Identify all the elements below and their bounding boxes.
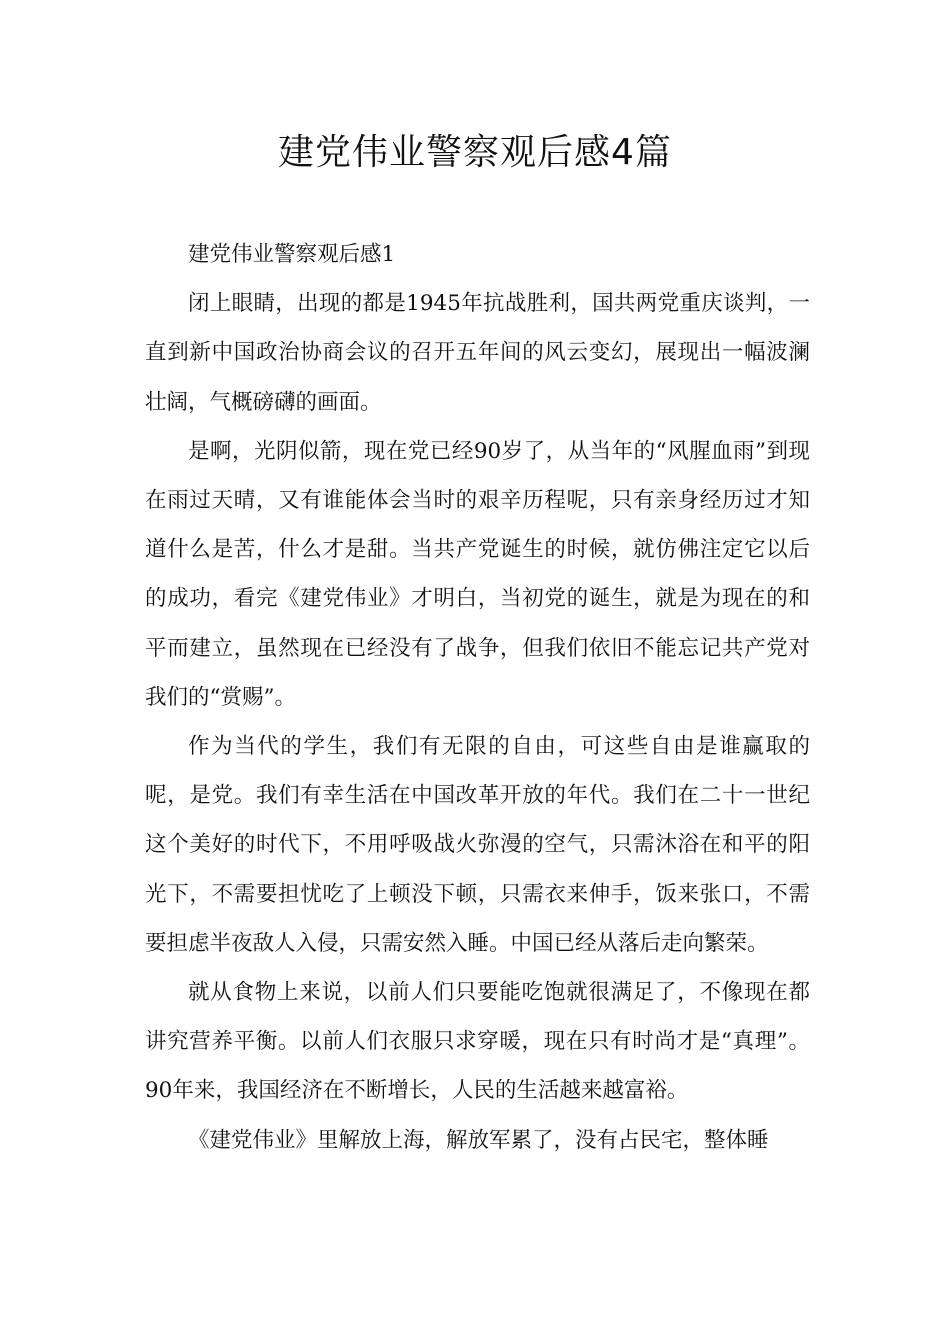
paragraph-3: 作为当代的学生，我们有无限的自由，可这些自由是谁赢取的呢，是党。我们有幸生活在中国改革开放的年代。我们在二十一世纪这个美好的时代下，不用呼吸战火弥漫的空气，只需沐浴在和平的阳光下，不需要担忧吃了上顿没下顿，只需衣来伸手，饭来张口，不需要担虑半夜敌人入侵，只需安然入睡。中国已经从落后走向繁荣。	[145, 734, 810, 956]
section-heading: 建党伟业警察观后感1	[188, 242, 396, 267]
document-body	[145, 230, 810, 1165]
paragraph-4: 就从食物上来说，以前人们只要能吃饱就很满足了，不像现在都讲究营养平衡。以前人们衣服只求穿暖，现在只有时尚才是“真理”。90年来，我国经济在不断增长，人民的生活越来越富裕。	[145, 980, 810, 1104]
paragraph-5: 《建党伟业》里解放上海，解放军累了，没有占民宅，整体睡	[188, 1127, 769, 1153]
paragraph-1: 闭上眼睛，出现的都是1945年抗战胜利，国共两党重庆谈判，一直到新中国政治协商会议的召开五年间的风云变幻，展现出一幅波澜壮阔，气概磅礴的画面。	[145, 291, 810, 415]
document-title: 建党伟业警察观后感4篇	[278, 132, 672, 173]
paragraph-2: 是啊，光阴似箭，现在党已经90岁了，从当年的“风腥血雨”到现在雨过天晴，又有谁能体会当时的艰辛历程呢，只有亲身经历过才知道什么是苦，什么才是甜。当共产党诞生的时候，就仿佛注定它以后的成功，看完《建党伟业》才明白，当初党的诞生，就是为现在的和平而建立，虽然现在已经没有了战争，但我们依旧不能忘记共产党对我们的“赏赐”。	[145, 438, 810, 710]
